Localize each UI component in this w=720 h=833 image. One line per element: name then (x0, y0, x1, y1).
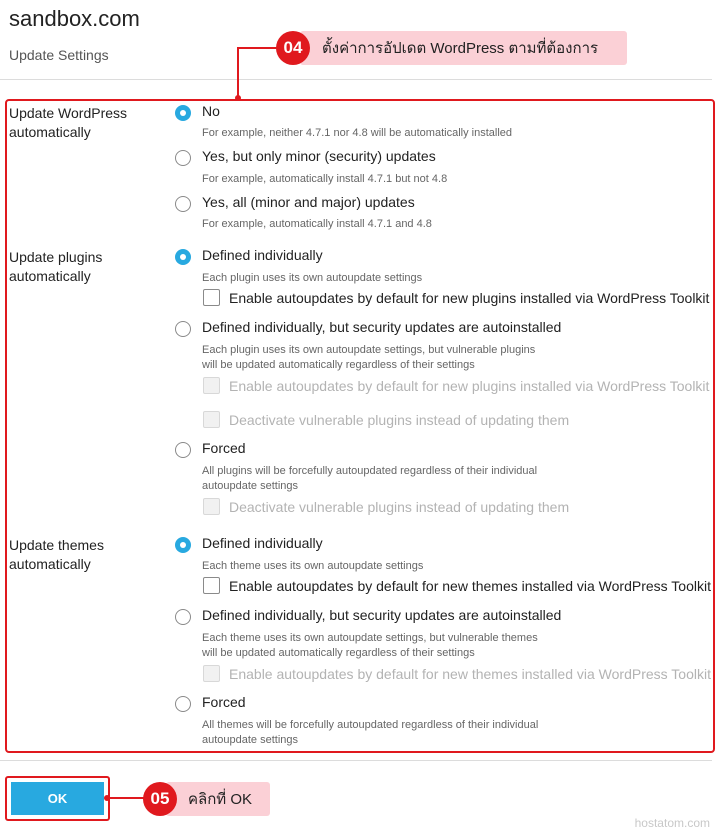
plugins-option-security-hint-2: will be updated automatically regardless of their settings (202, 359, 475, 371)
wp-option-minor-hint: For example, automatically install 4.7.1 but not 4.8 (202, 173, 448, 185)
themes-option-forced-hint-2: autoupdate settings (202, 734, 299, 746)
callout-04-badge: 04 (276, 31, 310, 65)
plugins-option-forced-hint-1: All plugins will be forcefully autoupdated regardless of their individual (202, 465, 538, 477)
themes-option-individual-hint: Each theme uses its own autoupdate settings (202, 560, 424, 572)
plugins-deactivate-checkbox-label: Deactivate vulnerable plugins instead of updating them (229, 412, 570, 428)
radio-icon[interactable] (175, 150, 191, 166)
themes-option-forced-hint-1: All themes will be forcefully autoupdated regardless of their individual (202, 719, 539, 731)
themes-group-label: Update themes automatically (9, 537, 104, 572)
plugins-group-label: Update plugins automatically (9, 249, 103, 284)
bottom-divider (0, 760, 712, 761)
plugins-option-security-label: Defined individually, but security updates are autoinstalled (202, 319, 562, 335)
wp-option-no-hint: For example, neither 4.7.1 nor 4.8 will be automatically installed (202, 127, 512, 139)
plugins-option-forced-hint-2: autoupdate settings (202, 480, 299, 492)
callout-05-badge: 05 (143, 782, 177, 816)
themes-option-security-label: Defined individually, but security updates are autoinstalled (202, 607, 562, 623)
themes-autoupdate-checkbox[interactable] (203, 577, 220, 594)
ok-highlight-box (5, 776, 110, 821)
radio-checked-icon[interactable] (175, 105, 191, 121)
section-title: Update Settings (9, 47, 109, 63)
plugins-security-autoupdate-checkbox[interactable] (203, 377, 220, 394)
top-divider (0, 79, 712, 80)
plugins-deactivate-checkbox[interactable] (203, 411, 220, 428)
wp-option-all-label: Yes, all (minor and major) updates (202, 194, 415, 210)
plugins-autoupdate-checkbox[interactable] (203, 289, 220, 306)
callout-04-dot (235, 95, 241, 101)
callout-05-connector (107, 797, 147, 799)
plugins-forced-deactivate-checkbox-label: Deactivate vulnerable plugins instead of updating them (229, 499, 570, 515)
plugins-option-individual-hint: Each plugin uses its own autoupdate settings (202, 272, 423, 284)
themes-option-forced-label: Forced (202, 694, 246, 710)
themes-autoupdate-checkbox-label: Enable autoupdates by default for new themes installed via WordPress Toolkit (229, 578, 711, 594)
plugins-forced-deactivate-checkbox[interactable] (203, 498, 220, 515)
site-title: sandbox.com (9, 6, 140, 31)
plugins-autoupdate-checkbox-label: Enable autoupdates by default for new plugins installed via WordPress Toolkit (229, 290, 710, 306)
watermark: hostatom.com (634, 816, 710, 830)
wp-option-all-hint: For example, automatically install 4.7.1 and 4.8 (202, 218, 432, 230)
wp-option-minor-label: Yes, but only minor (security) updates (202, 148, 436, 164)
plugins-option-individual-label: Defined individually (202, 247, 323, 263)
plugins-option-security-hint-1: Each plugin uses its own autoupdate settings, but vulnerable plugins (202, 344, 536, 356)
themes-option-security-hint-1: Each theme uses its own autoupdate settings, but vulnerable themes (202, 632, 538, 644)
plugins-security-autoupdate-checkbox-label: Enable autoupdates by default for new plugins installed via WordPress Toolkit (229, 378, 710, 394)
ok-button[interactable]: OK (11, 782, 104, 815)
radio-icon[interactable] (175, 609, 191, 625)
themes-security-autoupdate-checkbox-label: Enable autoupdates by default for new themes installed via WordPress Toolkit (229, 666, 711, 682)
radio-icon[interactable] (175, 196, 191, 212)
radio-checked-icon[interactable] (175, 249, 191, 265)
callout-04-connector-h (237, 47, 279, 49)
callout-05-text: คลิกที่ OK (166, 782, 270, 816)
themes-security-autoupdate-checkbox[interactable] (203, 665, 220, 682)
plugins-option-forced-label: Forced (202, 440, 246, 456)
callout-05-dot (104, 795, 110, 801)
radio-checked-icon[interactable] (175, 537, 191, 553)
themes-option-security-hint-2: will be updated automatically regardless of their settings (202, 647, 475, 659)
radio-icon[interactable] (175, 696, 191, 712)
callout-04-connector (237, 47, 239, 97)
radio-icon[interactable] (175, 442, 191, 458)
themes-option-individual-label: Defined individually (202, 535, 323, 551)
wordpress-group-label: Update WordPress automatically (9, 105, 128, 140)
wp-option-no-label: No (202, 103, 220, 119)
radio-icon[interactable] (175, 321, 191, 337)
callout-04-text: ตั้งค่าการอัปเดต WordPress ตามที่ต้องการ (300, 31, 627, 65)
